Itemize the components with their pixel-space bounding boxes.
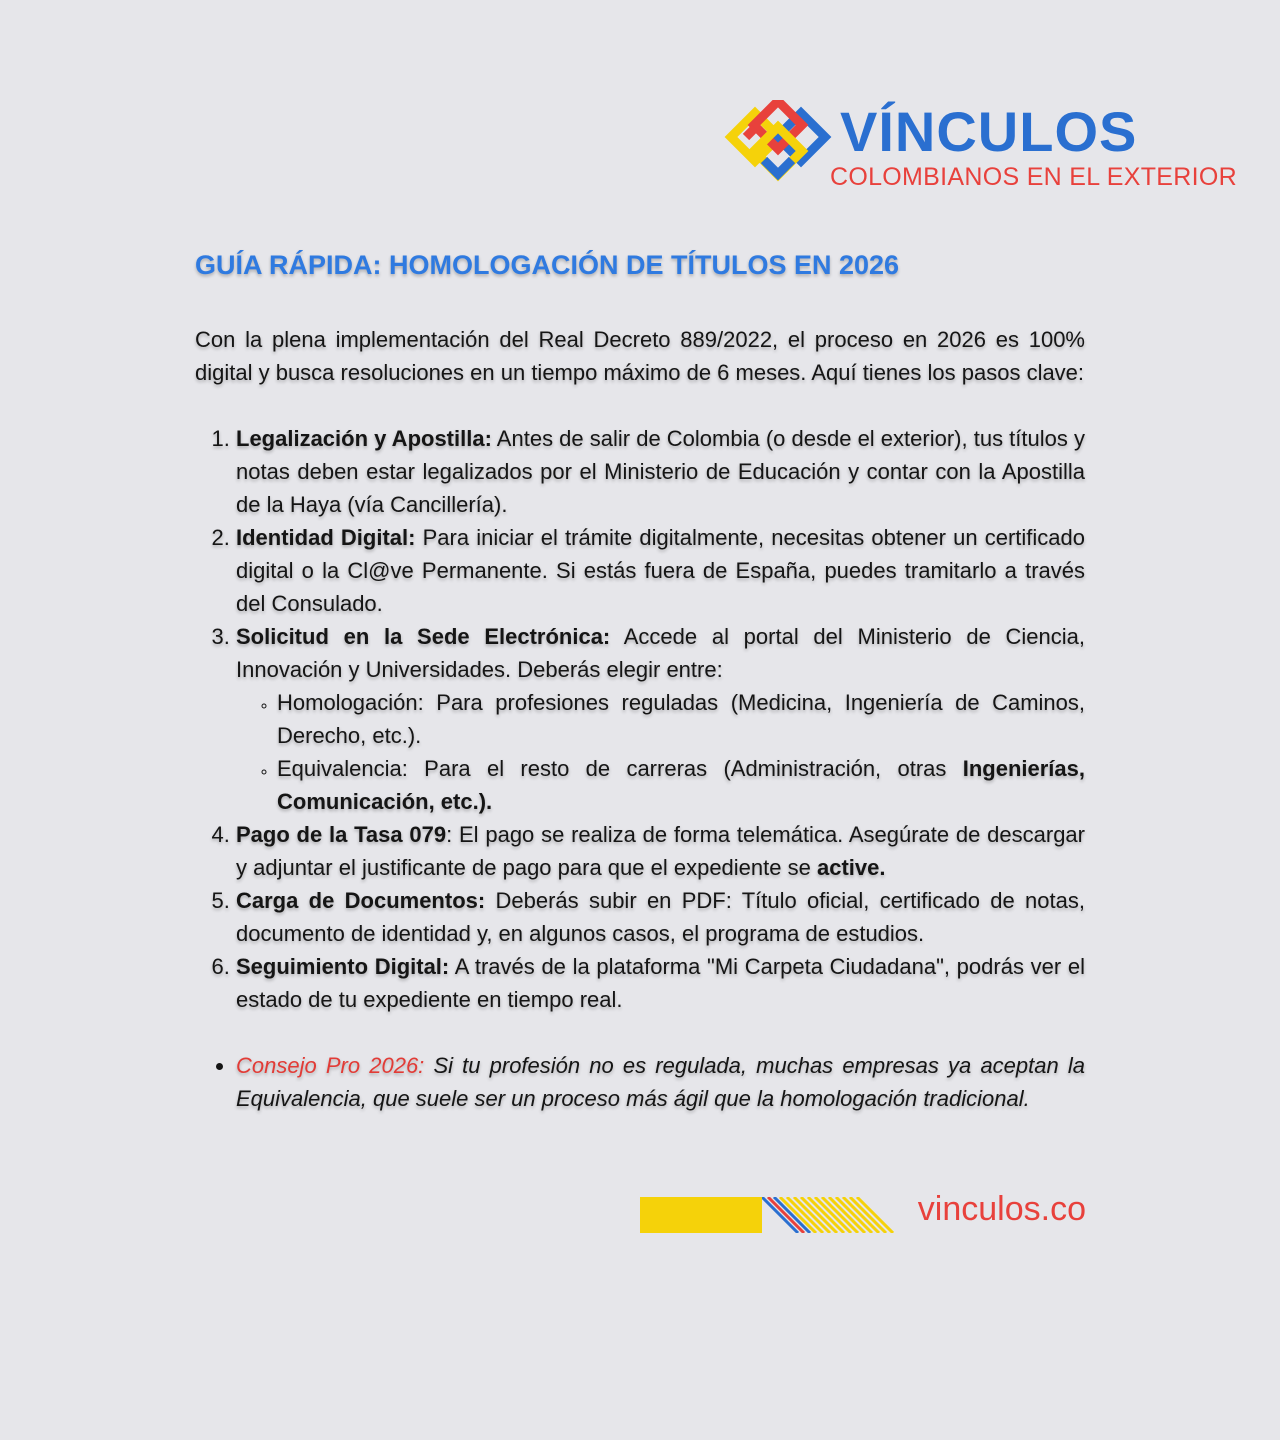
brand-logo (724, 100, 1237, 195)
intro-paragraph: Con la plena implementación del Real Decreto 889/2022, el proceso en 2026 es 100% digital y busca resoluciones en un tiempo máximo de 6 meses. Aquí tienes los pasos clave: (195, 327, 1085, 385)
option-item (277, 686, 1085, 752)
step-text: Accede al portal del Ministerio de Ciencia, Innovación y Universidades. Deberás elegir entre: (236, 624, 1085, 682)
step-item (236, 818, 1085, 884)
step-item (236, 884, 1085, 950)
page-title: GUÍA RÁPIDA: HOMOLOGACIÓN DE TÍTULOS EN 2026 (195, 250, 900, 280)
step-item (236, 620, 1085, 818)
step-heading: Seguimiento Digital: (236, 954, 450, 979)
pro-tip (195, 1049, 1085, 1115)
step-heading: Pago de la Tasa 079 (236, 822, 447, 847)
step-text: Antes de salir de Colombia (o desde el exterior), tus títulos y notas deben estar legalizados por el Ministerio de Educación y contar con la Apostilla de la Haya (vía Cancillería). (236, 426, 1085, 517)
option-bold-text: Ingenierías, Comunicación, etc.). (277, 756, 1085, 814)
step-item (236, 521, 1085, 620)
document-body (195, 323, 1085, 1115)
interlocking-squares-logo-icon (724, 100, 832, 188)
brand-name: VÍNCULOS (840, 100, 1138, 163)
step-item (236, 422, 1085, 521)
step-text: Deberás subir en PDF: Título oficial, certificado de notas, documento de identidad y, en algunos casos, el programa de estudios. (236, 888, 1085, 946)
pro-tip-text: Si tu profesión no es regulada, muchas empresas ya aceptan la Equivalencia, que suele ser un proceso más ágil que la homologación tradicional. (236, 1053, 1085, 1111)
options-sublist (236, 686, 1085, 818)
step-item (236, 950, 1085, 1016)
option-text: Equivalencia: Para el resto de carreras (Administración, otras (277, 756, 963, 781)
step-text: Para iniciar el trámite digitalmente, necesitas obtener un certificado digital o la Cl@ve Permanente. Si estás fuera de España, puedes tramitarlo a través del Consulado. (236, 525, 1085, 616)
step-heading: Legalización y Apostilla: (236, 426, 492, 451)
step-heading: Carga de Documentos: (236, 888, 486, 913)
step-heading: Solicitud en la Sede Electrónica: (236, 624, 611, 649)
step-bold-end: active. (816, 855, 886, 880)
pro-tip-item (236, 1049, 1085, 1115)
step-text: : El pago se realiza de forma telemática. Asegúrate de descargar y adjuntar el justificante de pago para que el expediente se (236, 822, 1085, 880)
option-item (277, 752, 1085, 818)
footer-url[interactable]: vinculos.co (917, 1190, 1086, 1228)
step-text: A través de la plataforma "Mi Carpeta Ciudadana", podrás ver el estado de tu expediente en tiempo real. (236, 954, 1085, 1012)
footer-stripe-bar (640, 1197, 894, 1233)
pro-tip-label: Consejo Pro 2026: (236, 1053, 425, 1078)
option-text: Homologación: Para profesiones reguladas (Medicina, Ingeniería de Caminos, Derecho, etc.). (277, 690, 1085, 748)
steps-list (195, 422, 1085, 1016)
brand-tagline: COLOMBIANOS EN EL EXTERIOR (830, 163, 1237, 191)
step-heading: Identidad Digital: (236, 525, 416, 550)
